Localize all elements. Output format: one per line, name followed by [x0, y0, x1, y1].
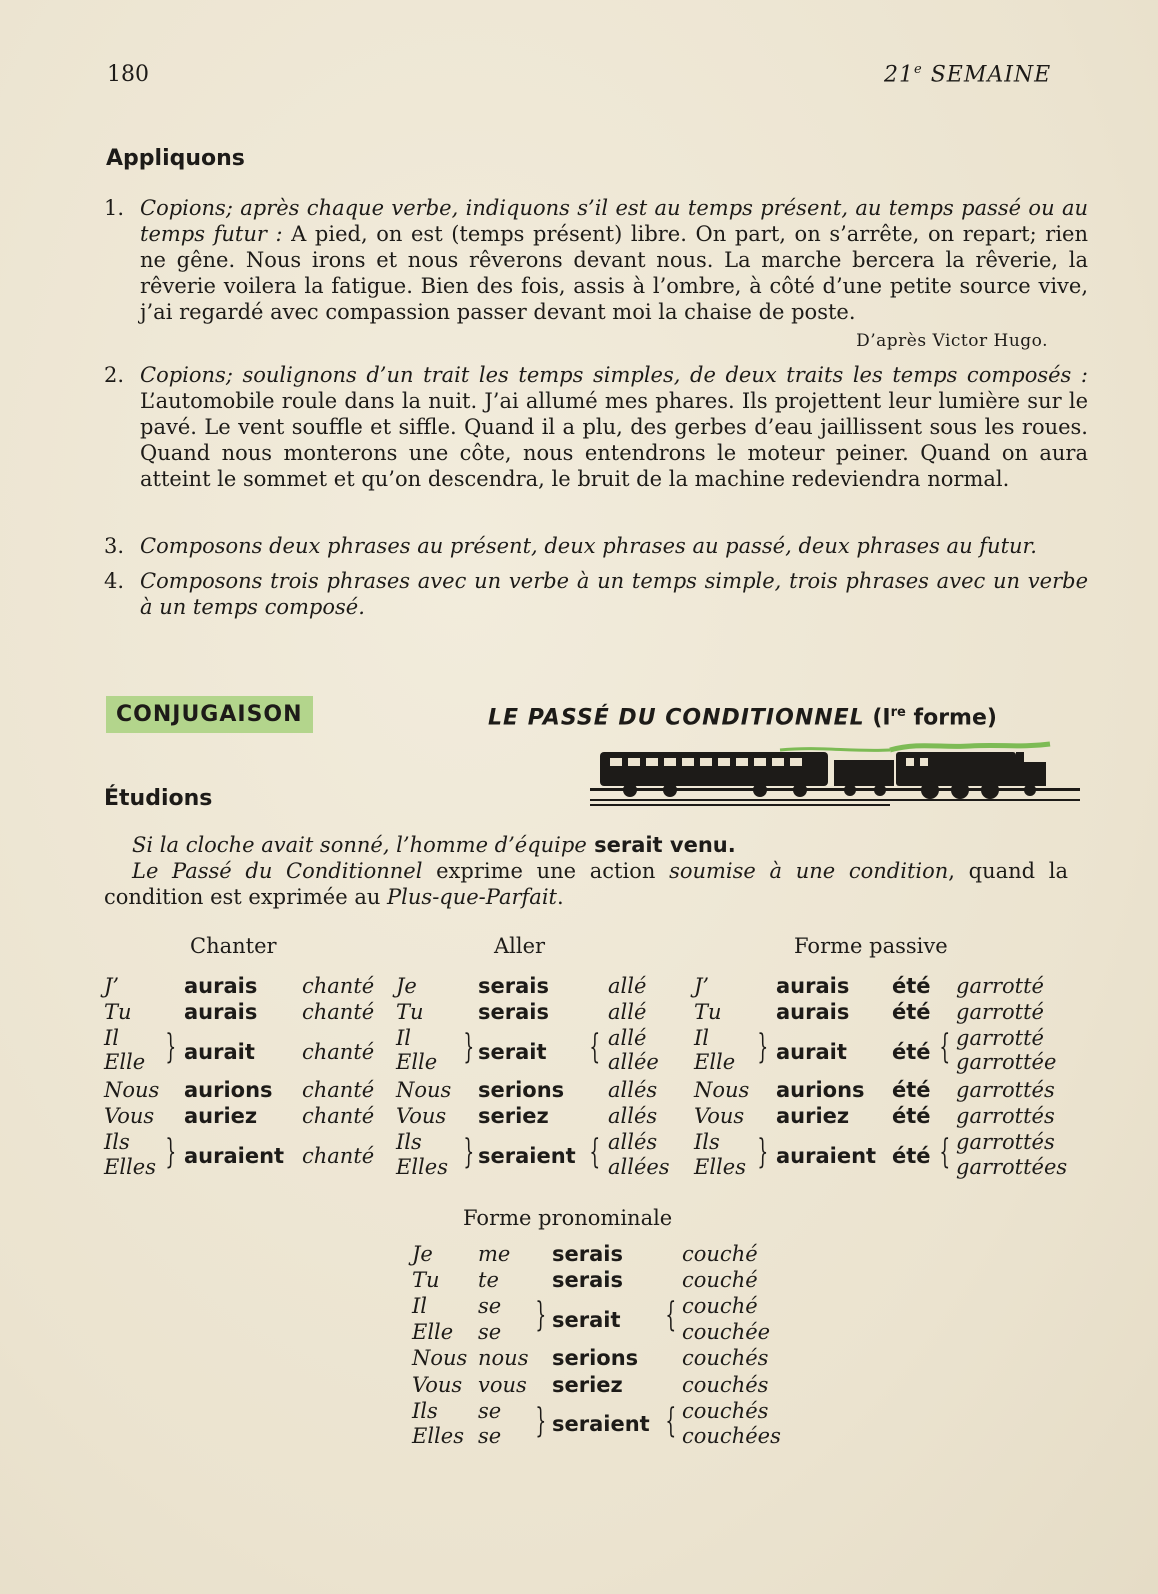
brace: { — [589, 1132, 601, 1172]
pronoun: Nous — [396, 1078, 452, 1102]
participle: allés — [608, 1130, 658, 1154]
pronoun: Vous — [104, 1104, 155, 1128]
week-sup: e — [914, 62, 923, 77]
pronoun: Elles — [412, 1424, 464, 1448]
brace: } — [757, 1132, 769, 1172]
participle: chanté — [302, 1000, 375, 1024]
reflexive-pronoun: se — [478, 1424, 502, 1448]
participle: couchée — [682, 1320, 771, 1344]
exercise-2 — [104, 362, 1088, 492]
brace: { — [665, 1295, 677, 1335]
participle: garrottée — [956, 1050, 1057, 1074]
example-condition: Si la cloche avait sonné, l’homme d’équipe — [132, 833, 587, 857]
participle: allés — [608, 1104, 658, 1128]
lesson-form-close: forme) — [905, 705, 997, 731]
pronoun: Je — [412, 1242, 433, 1266]
brace: } — [463, 1027, 475, 1067]
participle: garrotté — [956, 974, 1044, 998]
week-number: 21 — [884, 62, 914, 88]
auxiliary: auraient — [776, 1144, 877, 1168]
exercise-text: L’automobile roule dans la nuit. J’ai allumé mes phares. Ils projettent leur lumière sur le pavé. Le vent souffle et siffle. Quand il a plu, des gerbes d’eau jaillissent sous les roues. Quand nous monterons une côte, nous entendrons le moteur peiner. Quand on aura atteint le sommet et qu’on descendra, le bruit de la machine redeviendra normal. — [140, 389, 1088, 491]
week-word: SEMAINE — [922, 62, 1052, 88]
pronoun: Vous — [396, 1104, 447, 1128]
participle: chanté — [302, 1078, 375, 1102]
exercise-1 — [104, 195, 1088, 351]
auxiliary: seriez — [478, 1104, 549, 1128]
pronoun: J’ — [104, 974, 120, 998]
auxiliary: aurais — [776, 1000, 850, 1024]
pronoun: Elle — [694, 1050, 736, 1074]
reflexive-pronoun: se — [478, 1399, 502, 1423]
participle: couché — [682, 1242, 758, 1266]
brace: { — [589, 1027, 601, 1067]
pronoun: Ils — [412, 1399, 438, 1423]
exercise-instruction: Copions; soulignons d’un trait les temps simples, de deux traits les temps composés : — [140, 363, 1088, 387]
participle: allé — [608, 974, 647, 998]
participle: couchées — [682, 1424, 781, 1448]
lesson-title-text: LE PASSÉ DU CONDITIONNEL — [488, 705, 865, 731]
conjugaison-badge: CONJUGAISON — [106, 696, 313, 733]
auxiliary: seriez — [552, 1373, 623, 1397]
pronoun: Elle — [396, 1050, 438, 1074]
definition-text: exprime une action — [422, 859, 670, 883]
auxiliary: serais — [478, 974, 549, 998]
auxiliary: aurait — [184, 1040, 255, 1064]
definition-emphasis: soumise à une condition — [669, 859, 949, 883]
train-smoke — [890, 744, 1050, 750]
auxiliary: auriez — [184, 1104, 258, 1128]
auxiliary: auriez — [776, 1104, 850, 1128]
participle: garrotté — [956, 1026, 1044, 1050]
exercise-instruction: Composons deux phrases au présent, deux phrases au passé, deux phrases au futur. — [140, 534, 1037, 558]
participle: couchés — [682, 1399, 769, 1423]
exercise-instruction: Composons trois phrases avec un verbe à un temps simple, trois phrases avec un verbe à un temps composé. — [140, 569, 1088, 619]
definition-term: Le Passé du Conditionnel — [132, 859, 423, 883]
pronoun: Elle — [104, 1050, 146, 1074]
auxiliary: serais — [552, 1242, 623, 1266]
participle: garrottées — [956, 1155, 1068, 1179]
auxiliary: seraient — [478, 1144, 576, 1168]
pronoun: Elles — [104, 1155, 156, 1179]
pronoun: Tu — [396, 1000, 424, 1024]
auxiliary: serais — [552, 1268, 623, 1292]
participle: chanté — [302, 1144, 375, 1168]
ete: été — [892, 1104, 931, 1128]
participle: garrottés — [956, 1104, 1055, 1128]
auxiliary: aurions — [776, 1078, 865, 1102]
exercise-text: A pied, on est (temps présent) libre. On part, on s’arrête, on repart; rien ne gêne. Nous irons et nous rêverons devant nous. La marche bercera la rêverie, la rêverie voilera la fatigue. Bien des fois, assis à l’ombre, à côté d’une petite source vive, j’ai regardé avec compassion passer devant moi la chaise de poste. — [140, 222, 1088, 324]
reflexive-pronoun: me — [478, 1242, 511, 1266]
brace: } — [757, 1027, 769, 1067]
pronoun: J’ — [694, 974, 710, 998]
pronoun: Vous — [412, 1373, 463, 1397]
pronoun: Il — [396, 1026, 412, 1050]
lesson-form-open: (I — [872, 705, 891, 731]
participle: allés — [608, 1078, 658, 1102]
auxiliary: aurais — [184, 1000, 258, 1024]
pronoun: Ils — [104, 1130, 130, 1154]
auxiliary: auraient — [184, 1144, 285, 1168]
week-label — [884, 62, 1051, 87]
etudions-heading: Étudions — [104, 786, 213, 811]
participle: chanté — [302, 1104, 375, 1128]
exercise-instruction: Copions; après chaque verbe, indiquons s’il est au temps présent, au temps passé ou au temps futur : — [140, 196, 1088, 246]
pronoun: Nous — [104, 1078, 160, 1102]
lesson-example — [104, 832, 1068, 910]
pronoun: Il — [694, 1026, 710, 1050]
lesson-title — [488, 705, 997, 730]
exercise-number: 4. — [104, 569, 125, 593]
pronoun: Nous — [412, 1346, 468, 1370]
reflexive-pronoun: te — [478, 1268, 499, 1292]
ete: été — [892, 1000, 931, 1024]
auxiliary: serions — [478, 1078, 565, 1102]
pronoun: Elle — [412, 1320, 454, 1344]
ete: été — [892, 974, 931, 998]
definition-end: . — [556, 885, 564, 909]
exercise-3 — [104, 533, 1088, 559]
pronoun: Tu — [104, 1000, 132, 1024]
exercise-4 — [104, 568, 1088, 620]
exercise-number: 1. — [104, 196, 125, 220]
pronoun: Ils — [694, 1130, 720, 1154]
brace: } — [165, 1132, 177, 1172]
pronoun: Je — [396, 974, 417, 998]
brace: } — [535, 1295, 547, 1335]
auxiliary: aurais — [184, 974, 258, 998]
pronoun: Ils — [396, 1130, 422, 1154]
exercise-number: 2. — [104, 363, 125, 387]
participle: chanté — [302, 974, 375, 998]
auxiliary: seraient — [552, 1412, 650, 1436]
participle: garrottés — [956, 1078, 1055, 1102]
auxiliary: aurait — [776, 1040, 847, 1064]
pronoun: Vous — [694, 1104, 745, 1128]
train-body — [590, 752, 1080, 799]
participle: allé — [608, 1000, 647, 1024]
participle: garrottés — [956, 1130, 1055, 1154]
definition-text: , quand la condition est exprimée au — [104, 859, 1069, 909]
pronoun: Elles — [396, 1155, 448, 1179]
brace: { — [939, 1027, 951, 1067]
participle: garrotté — [956, 1000, 1044, 1024]
ete: été — [892, 1078, 931, 1102]
train-illustration — [590, 738, 1080, 806]
reflexive-pronoun: se — [478, 1294, 502, 1318]
table-heading-pronominal: Forme pronominale — [463, 1206, 673, 1230]
participle: couché — [682, 1294, 758, 1318]
participle: chanté — [302, 1040, 375, 1064]
lesson-form-sup: re — [890, 705, 906, 720]
table-heading-passive: Forme passive — [794, 934, 948, 958]
pronoun: Elles — [694, 1155, 746, 1179]
auxiliary: serait — [552, 1308, 621, 1332]
example-result: serait venu. — [586, 833, 736, 857]
page-number: 180 — [107, 62, 149, 87]
participle: allées — [608, 1155, 670, 1179]
participle: couchés — [682, 1373, 769, 1397]
reflexive-pronoun: nous — [478, 1346, 529, 1370]
auxiliary: serait — [478, 1040, 547, 1064]
auxiliary: serais — [478, 1000, 549, 1024]
appliquons-heading: Appliquons — [106, 146, 245, 171]
pronoun: Tu — [694, 1000, 722, 1024]
definition-tense: Plus-que-Parfait — [387, 885, 557, 909]
brace: } — [463, 1132, 475, 1172]
auxiliary: serions — [552, 1346, 639, 1370]
auxiliary: aurions — [184, 1078, 273, 1102]
table-heading-aller: Aller — [494, 934, 546, 958]
table-heading-chanter: Chanter — [190, 934, 277, 958]
pronoun: Il — [412, 1294, 428, 1318]
participle: allé — [608, 1026, 647, 1050]
ete: été — [892, 1144, 931, 1168]
brace: } — [165, 1027, 177, 1067]
reflexive-pronoun: vous — [478, 1373, 527, 1397]
participle: couchés — [682, 1346, 769, 1370]
lesson-definition — [104, 858, 1068, 910]
exercise-number: 3. — [104, 534, 125, 558]
pronoun: Il — [104, 1026, 120, 1050]
brace: } — [535, 1401, 547, 1441]
pronoun: Nous — [694, 1078, 750, 1102]
ete: été — [892, 1040, 931, 1064]
participle: allée — [608, 1050, 659, 1074]
reflexive-pronoun: se — [478, 1320, 502, 1344]
participle: couché — [682, 1268, 758, 1292]
brace: { — [665, 1401, 677, 1441]
brace: { — [939, 1132, 951, 1172]
pronoun: Tu — [412, 1268, 440, 1292]
exercise-source: D’après Victor Hugo. — [856, 331, 1048, 351]
auxiliary: aurais — [776, 974, 850, 998]
